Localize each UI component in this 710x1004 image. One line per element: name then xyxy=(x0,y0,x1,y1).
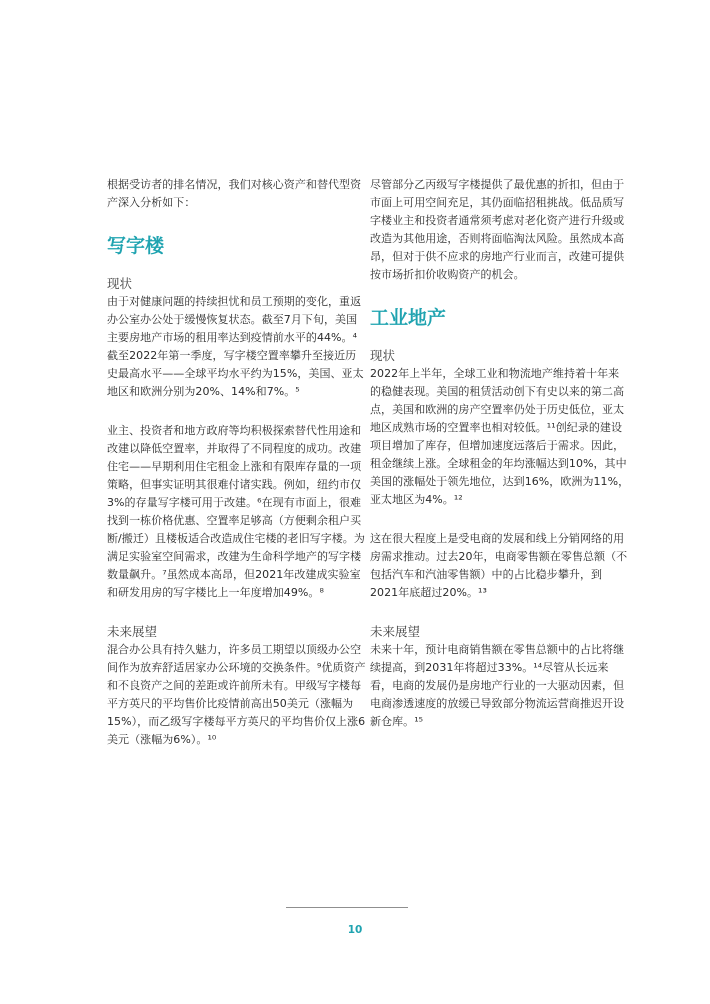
subheading-current-status: 现状 xyxy=(370,348,396,363)
office-status-paragraph-1: 由于对健康问题的持续担忧和员工预期的变化，重返办公室办公处于缓慢恢复状态。截至7月下旬，美国主要房地产市场的租用率达到疫情前水平的44%。⁴截至2022年第一季度，写字楼空置率攀升至接近历史最高水平——全球平均水平约为15%，美国、亚太地区和欧洲分别为20%、14%和7%。⁵ xyxy=(107,295,364,398)
industrial-status-paragraph-2: 这在很大程度上是受电商的发展和线上分销网络的用房需求推动。过去20年，电商零售额在零售总额（不包括汽车和汽油零售额）中的占比稳步攀升，到2021年底超过20%。¹³ xyxy=(370,532,628,599)
section-title-office: 写字楼 xyxy=(107,235,165,257)
subheading-current-status: 现状 xyxy=(107,276,133,291)
industrial-status-paragraph-1: 2022年上半年，全球工业和物流地产维持着十年来的稳健表现。美国的租赁活动创下有史以来的第二高点，美国和欧洲的房产空置率仍处于历史低位，亚太地区成熟市场的空置率也相对较低。¹¹创纪录的建设项目增加了库存，但增加速度远落后于需求。因此，租金继续上涨。全球租金的年均涨幅达到10%，其中美国的涨幅处于领先地位，达到16%，欧洲为11%，亚太地区为4%。¹² xyxy=(370,367,630,506)
footer-divider xyxy=(286,907,408,908)
left-column xyxy=(107,176,367,770)
subheading-outlook: 未来展望 xyxy=(107,624,158,639)
office-continued-paragraph: 尽管部分乙丙级写字楼提供了最优惠的折扣，但由于市面上可用空间充足，其仍面临招租挑战。低品质写字楼业主和投资者通常须考虑对老化资产进行升级或改造为其他用途，否则将面临淘汰风险。虽然成本高昂，但对于供不应求的房地产行业而言，改建可提供按市场折扣价收购资产的机会。 xyxy=(370,178,625,281)
office-outlook-paragraph: 混合办公具有持久魅力，许多员工期望以顶级办公空间作为放弃舒适居家办公环境的交换条件。⁹优质资产和不良资产之间的差距或许前所未有。甲级写字楼每平方英尺的平均售价比疫情前高出50美元（涨幅为15%），而乙级写字楼每平方英尺的平均售价仅上涨6美元（涨幅为6%）。¹⁰ xyxy=(107,643,366,746)
right-column xyxy=(370,176,630,752)
subheading-outlook: 未来展望 xyxy=(370,624,421,639)
office-status-paragraph-2: 业主、投资者和地方政府等均积极探索替代性用途和改建以降低空置率，并取得了不同程度的成功。改建住宅——早期利用住宅租金上涨和有限库存量的一项策略，但事实证明其很难付诸实践。例如，纽约市仅3%的存量写字楼可用于改建。⁶在现有市面上，很难找到一栋价格优惠、空置率足够高（方便剩余租户买断/搬迁）且楼板适合改造成住宅楼的老旧写字楼。为满足实验室空间需求，改建为生命科学地产的写字楼数量飙升。⁷虽然成本高昂，但2021年改建成实验室和研发用房的写字楼比上一年度增加49%。⁸ xyxy=(107,424,365,599)
page-number: 10 xyxy=(347,924,363,936)
industrial-outlook-paragraph: 未来十年，预计电商销售额在零售总额中的占比将继续提高，到2031年将超过33%。¹⁴尽管从长远来看，电商的发展仍是房地产行业的一大驱动因素，但电商渗透速度的放缓已导致部分物流运营商推迟开设新仓库。¹⁵ xyxy=(370,643,625,728)
intro-paragraph: 根据受访者的排名情况，我们对核心资产和替代型资产深入分析如下： xyxy=(107,178,362,209)
section-title-industrial: 工业地产 xyxy=(370,307,447,329)
